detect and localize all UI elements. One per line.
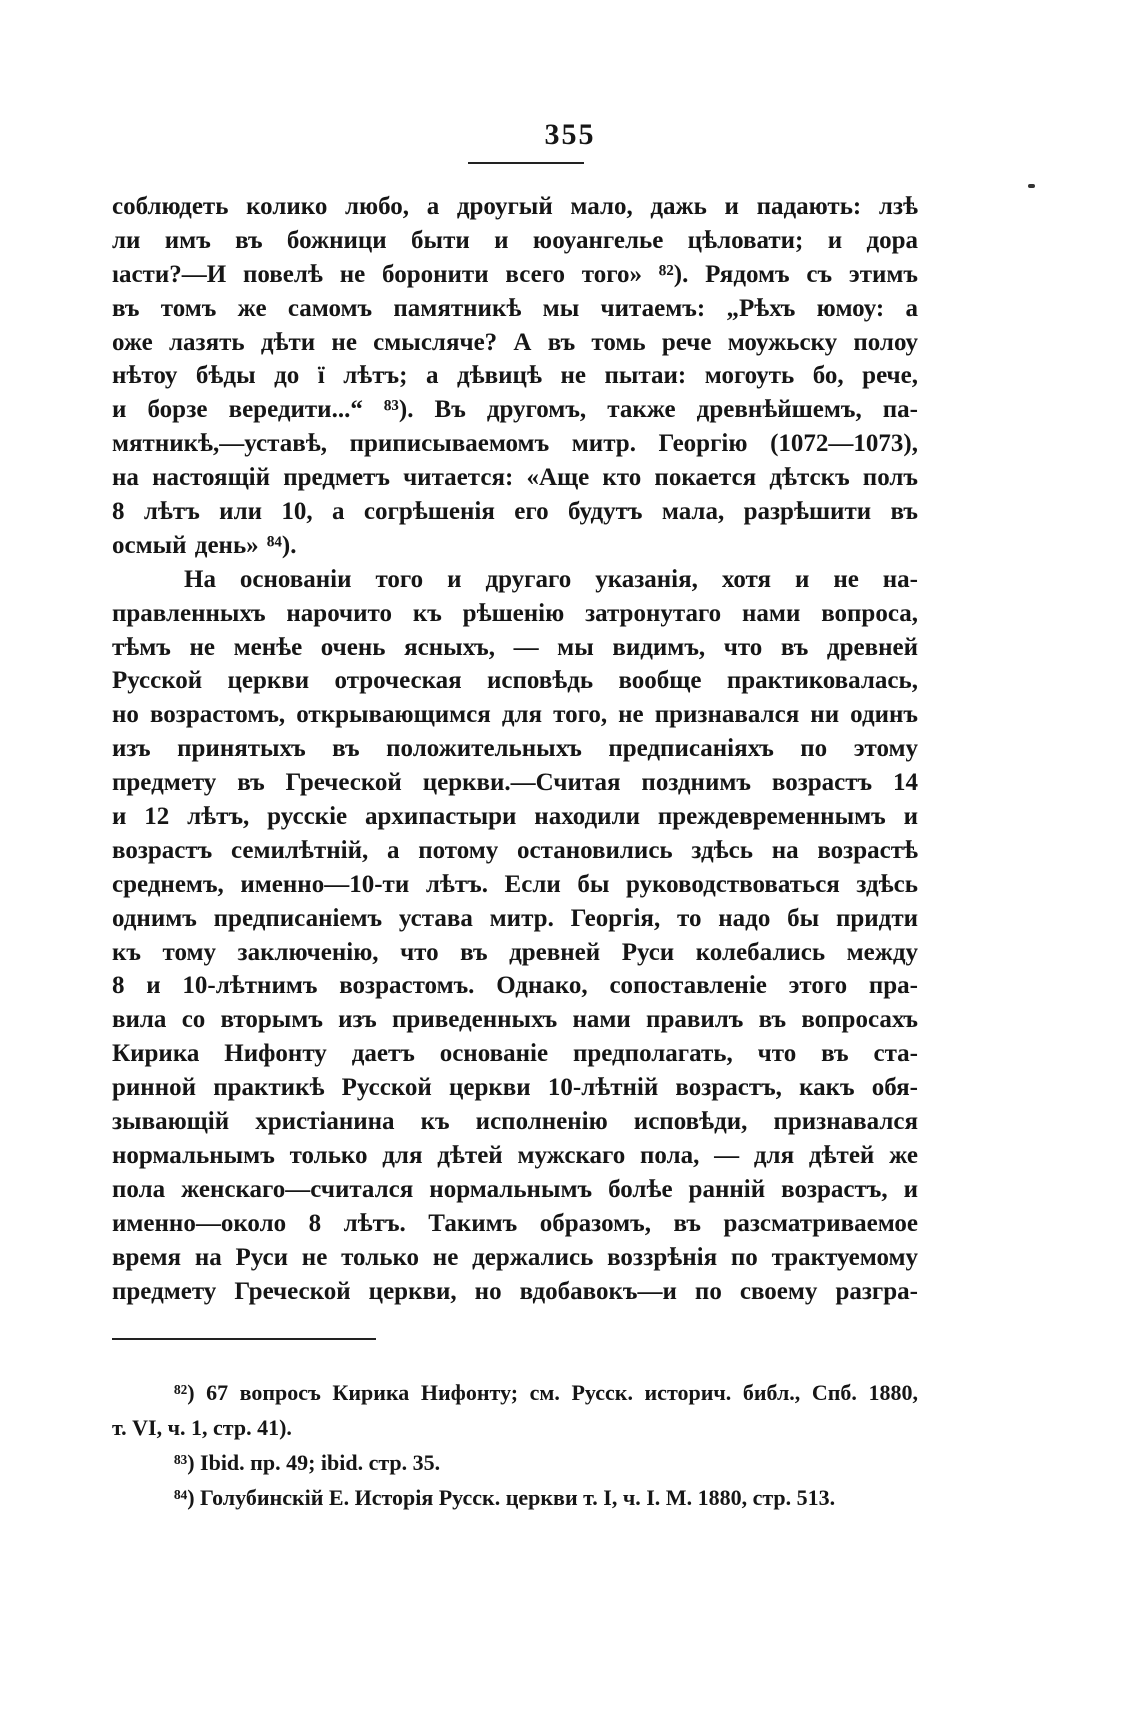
text-line: соблюдеть колико любо, а дроугый мало, дажь и падають: лзѣ bbox=[112, 193, 918, 220]
text-line: 8 и 10-лѣтнимъ возрастомъ. Однако, сопоставленіе этого пра- bbox=[112, 972, 918, 1000]
ink-speck bbox=[1028, 184, 1035, 188]
text-line: ли имъ въ божници быти и юоуангелье цѣловати; и дора bbox=[112, 226, 918, 254]
text-line: осмый день» ⁸⁴). bbox=[112, 531, 297, 559]
text-line: предмету въ Греческой церкви.—Считая позднимъ возрастъ 14 bbox=[112, 769, 918, 797]
text-line: вила со вторымъ изъ приведенныхъ нами правилъ въ вопросахъ bbox=[112, 1006, 918, 1034]
main-text bbox=[112, 190, 918, 1308]
text-line: Кирика Нифонту даетъ основаніе предполагать, что въ ста- bbox=[112, 1040, 918, 1068]
text-line: оже лазять дѣти не смысляче? А въ томь рече моужьску полоу bbox=[112, 328, 918, 356]
text-line: ıасти?—И повелѣ не боронити всего того» ⁸²). Рядомъ съ этимъ bbox=[112, 260, 918, 288]
text-line: именно—около 8 лѣтъ. Такимъ образомъ, въ разсматриваемое bbox=[112, 1209, 918, 1237]
footnote-82-continued: т. VI, ч. 1, стр. 41). bbox=[112, 1415, 292, 1440]
text-line: зывающій христіанина къ исполненію исповѣди, признавался bbox=[112, 1108, 918, 1136]
text-line: предмету Греческой церкви, но вдобавокъ—и по своему разгра- bbox=[112, 1277, 918, 1305]
footnote-82: ⁸²) 67 вопросъ Кирика Нифонту; см. Русск. историч. библ., Спб. 1880, bbox=[174, 1380, 918, 1405]
text-line: и 12 лѣтъ, русскіе архипастыри находили преждевременнымъ и bbox=[112, 803, 918, 831]
text-line: 8 лѣтъ или 10, а согрѣшенія его будутъ мала, разрѣшити въ bbox=[112, 498, 918, 526]
text-line: къ тому заключенію, что въ древней Руси колебались между bbox=[112, 938, 918, 966]
text-line-indented: На основаніи того и другаго указанія, хотя и не на- bbox=[184, 565, 918, 593]
text-line: Русской церкви отроческая исповѣдь вообще практиковалась, bbox=[112, 667, 918, 695]
text-line: возрастъ семилѣтній, а потому остановились здѣсь на возрастѣ bbox=[112, 836, 918, 864]
text-line: тѣмъ не менѣе очень ясныхъ, — мы видимъ, что въ древней bbox=[112, 633, 918, 661]
footnote-84: ⁸⁴) Голубинскій Е. Исторія Русск. церкви т. I, ч. I. М. 1880, стр. 513. bbox=[174, 1485, 836, 1510]
text-line: изъ принятыхъ въ положительныхъ предписаніяхъ по этому bbox=[112, 735, 918, 763]
footnote-rule bbox=[112, 1338, 376, 1340]
text-line: мятникѣ,—уставѣ, приписываемомъ митр. Георгію (1072—1073), bbox=[112, 430, 918, 458]
footnote-83: ⁸³) Ibid. пр. 49; ibid. стр. 35. bbox=[174, 1450, 441, 1475]
text-line: время на Руси не только не держались воззрѣнія по трактуемому bbox=[112, 1243, 918, 1271]
text-line: правленныхъ нарочито къ рѣшенію затронутаго нами вопроса, bbox=[112, 599, 918, 627]
page-number: 355 bbox=[544, 118, 596, 151]
text-line: на настоящій предметъ читается: «Аще кто покается дѣтскъ полъ bbox=[112, 464, 918, 492]
text-line: нѣтоу бѣды до ї лѣтъ; а дѣвицѣ не пытаи: могоуть бо, рече, bbox=[112, 362, 918, 390]
text-line: ринной практикѣ Русской церкви 10-лѣтній возрастъ, какъ обя- bbox=[112, 1074, 918, 1102]
text-line: нормальнымъ только для дѣтей мужскаго пола, — для дѣтей же bbox=[112, 1141, 918, 1169]
text-line: однимъ предписаніемъ устава митр. Георгія, то надо бы придти bbox=[112, 904, 918, 932]
footnotes bbox=[112, 1375, 918, 1515]
text-line: въ томъ же самомъ памятникѣ мы читаемъ: „Рѣхъ юмоу: а bbox=[112, 294, 918, 322]
text-line: пола женскаго—считался нормальнымъ болѣе ранній возрастъ, и bbox=[112, 1175, 918, 1203]
page-number-rule bbox=[468, 162, 584, 164]
text-line: среднемъ, именно—10-ти лѣтъ. Если бы руководствоваться здѣсь bbox=[112, 870, 918, 898]
text-line: но возрастомъ, открывающимся для того, не признавался ни одинъ bbox=[112, 701, 918, 729]
text-line: и борзе вередити...“ ⁸³). Въ другомъ, также древнѣйшемъ, па- bbox=[112, 396, 918, 424]
